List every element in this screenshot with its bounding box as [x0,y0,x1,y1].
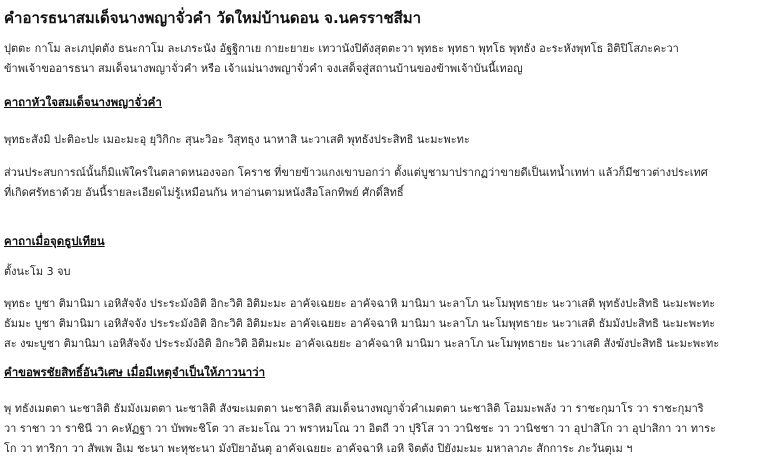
story-line: ที่เกิดศรัทธาด้วย อันนี้รายละเอียดไม่รู้เหมือนกัน หาอ่านตามหนังสือโลกทิพย์ ศักดิ์สิทธิ์ [4,186,404,199]
story-line: ส่วนประสบการณ์นั้นก็มิแพ้ใครในตลาดหนองจอก โคราช ที่ขายข้าวแกงเขาบอกว่า ตั้งแต่บูชามาปรากฏว่าขายดีเป็นเทน้ำเทท่า แล้วก็มีชาวต่างประเทศ [4,166,708,179]
chant-line: ธัมมะ บูชา ติมานิมา เอหิสัจจัง ประระมังอิติ อิกะวิติ อิติมะมะ อาคัจเฉยยะ อาคัจฉาหิ มานิมา นะลาโภ นะโมพุทธายะ นะวาเสติ ธัมมังปะสิทธิ นะมะพะทะ [4,317,716,330]
mantra-line: พุทธะสังมิ ปะติอะปะ เมอะมะอุ ยุวิกิกะ สุนะวิอะ วิสุทธุง นาหาสิ นะวาเสติ พุทธังประสิทธิ นะมะพะทะ [4,133,470,146]
blessing-line: โก วา ทาริกา วา สัพเพ อิเม ชะนา พะหุชะนา มังปิยาอันตุ อาคัจเฉยยะ อาคัจฉาหิ เอหิ จิตตัง ปิยังมะมะ มหาลาภะ สักการะ ภะวันตุเม ฯ [4,442,633,455]
intro-line: ข้าพเจ้าขออารธนา สมเด็จนางพญาจั่วคำ หรือ เจ้าแม่นางพญาจั่วคำ จงเสด็จสู่สถานบ้านของข้าพเจ้าบันนี้เทอญ [4,62,523,75]
blessing-line: วา ราชา วา ราชินี วา คะหัฏฐา วา บัพพะชิโต วา สะมะโณ วา พราหมโณ วา อิตถี วา ปุริโส วา วานิชชะ วา วานิชชา วา อุปาสิโก วา อุปาสิกา วา ทาระ [4,422,716,435]
page-title: คำอารธนาสมเด็จนางพญาจั่วคำ วัดใหม่บ้านดอน จ.นครราชสีมา [4,9,422,27]
blessing-line: พุ ทธังเมตตา นะชาลิติ ธัมมังเมตตา นะชาลิติ สังฆะเมตตา นะชาลิติ สมเด็จนางพญาจั่วคำเมตตา นะชาลิติ โอมมะพลัง วา ราชะกุมาโร วา ราชะกุมาริ [4,402,704,415]
chant-line: พุทธะ บูชา ติมานิมา เอหิสัจจัง ประระมังอิติ อิกะวิติ อิติมะมะ อาคัจเฉยยะ อาคัจฉาหิ มานิมา นะลาโภ นะโมพุทธายะ นะวาเสติ พุทธังปะสิทธิ นะมะพะทะ [4,297,716,310]
section-heading-incense: คาถาเมื่อจุดธูปเทียน [4,234,105,248]
intro-line: ปุตตะ กาโม ละเภปุตตัง ธนะกาโม ละเภระนัง อัฐฐิกาเย กายะยายะ เทวานังปิตังสุตตะวา พุทธะ พุทธา พุทโธ พุทธัง อะระหังพุทโธ อิติปิโสภะคะวา [4,42,679,55]
section-heading-mantra: คาถาหัวใจสมเด็จนางพญาจั่วคำ [4,95,162,109]
count-line: ตั้งนะโม 3 จบ [4,265,71,278]
section-heading-blessing: คำขอพรชัยสิทธิ์อันวิเศษ เมื่อมีเหตุจำเป็นให้ภาวนาว่า [4,365,266,379]
chant-line: สะ งฆะบูชา ติมานิมา เอหิสัจจัง ประระมังอิติ อิกะวิติ อิติมะมะ อาคัจเฉยยะ อาคัจฉาหิ มานิมา นะลาโภ นะโมพุทธายะ นะวาเสติ สังฆังปะสิทธิ นะมะพะทะ [4,337,720,350]
